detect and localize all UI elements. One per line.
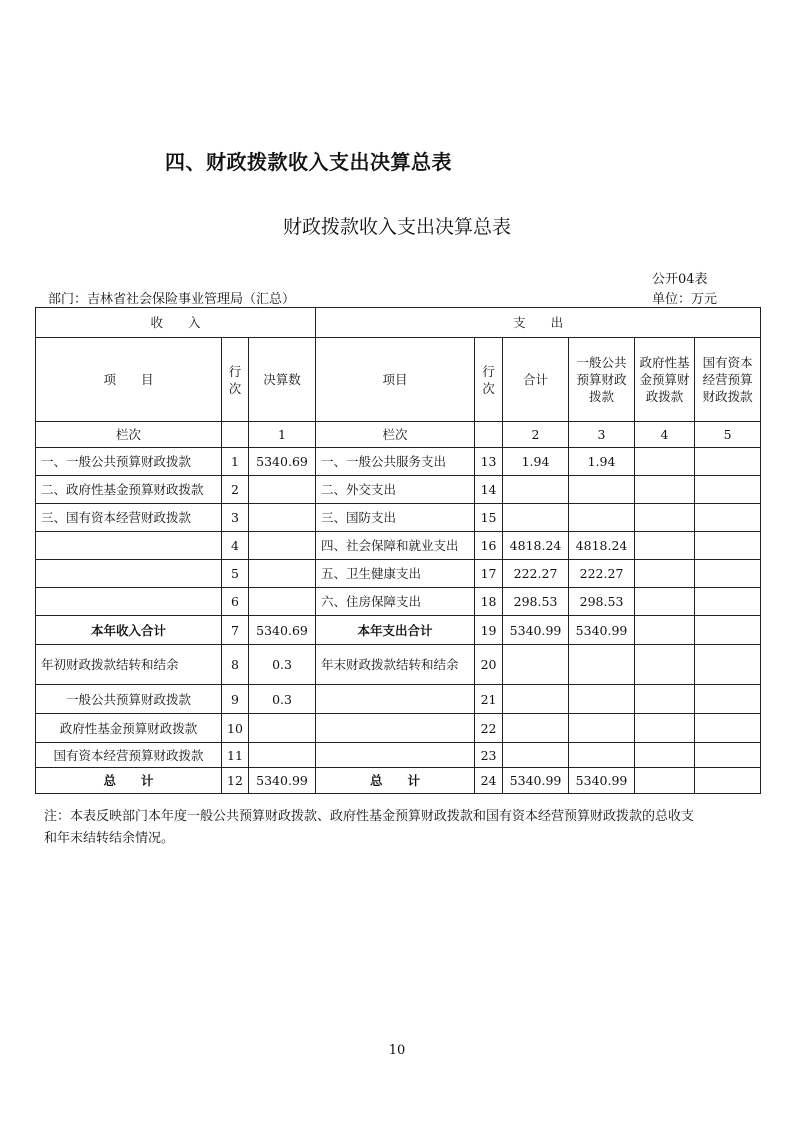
gov-fund-amount-cell xyxy=(635,743,695,768)
col-number: 5 xyxy=(695,422,761,448)
state-capital-amount-cell xyxy=(695,685,761,714)
gov-fund-amount-cell xyxy=(635,532,695,560)
income-item-cell: 政府性基金预算财政拨款 xyxy=(36,714,222,743)
expense-row-no-cell: 23 xyxy=(475,743,503,768)
table-row xyxy=(36,743,761,768)
table-row xyxy=(36,560,761,588)
expense-item-cell: 年末财政拨款结转和结余 xyxy=(316,645,475,685)
expense-total-cell: 5340.99 xyxy=(503,768,569,794)
table-row xyxy=(36,685,761,714)
expense-total-cell xyxy=(503,685,569,714)
col-blank xyxy=(222,422,249,448)
income-item-cell: 三、国有资本经营财政拨款 xyxy=(36,504,222,532)
col-number: 2 xyxy=(503,422,569,448)
expense-total-cell xyxy=(503,645,569,685)
gov-fund-amount-cell xyxy=(635,645,695,685)
unit-label: 单位：万元 xyxy=(652,292,718,307)
table-note: 注：本表反映部门本年度一般公共预算财政拨款、政府性基金预算财政拨款和国有资本经营预算财政拨款的总收支和年末结转结余情况。 xyxy=(44,809,695,846)
income-amount-cell xyxy=(249,588,316,616)
income-amount-cell: 5340.69 xyxy=(249,448,316,476)
expense-total-cell xyxy=(503,743,569,768)
col-label: 栏次 xyxy=(36,422,222,448)
income-item-cell xyxy=(36,532,222,560)
income-item-cell: 二、政府性基金预算财政拨款 xyxy=(36,476,222,504)
expense-header: 支 出 xyxy=(316,308,761,338)
general-budget-amount-cell xyxy=(569,685,635,714)
general-budget-amount-cell: 4818.24 xyxy=(569,532,635,560)
expense-total-cell xyxy=(503,504,569,532)
page-number: 10 xyxy=(388,1043,406,1058)
expense-row-no-cell: 17 xyxy=(475,560,503,588)
expense-total-cell xyxy=(503,714,569,743)
expense-total-cell: 4818.24 xyxy=(503,532,569,560)
income-item-cell: 国有资本经营预算财政拨款 xyxy=(36,743,222,768)
income-row-no-cell: 7 xyxy=(222,616,249,645)
expense-row-no-cell: 13 xyxy=(475,448,503,476)
table-row xyxy=(36,504,761,532)
gov-fund-amount-cell xyxy=(635,504,695,532)
income-amount-cell xyxy=(249,476,316,504)
expense-row-no-cell: 15 xyxy=(475,504,503,532)
gov-fund-amount-cell xyxy=(635,560,695,588)
general-budget-amount-cell xyxy=(569,476,635,504)
state-capital-amount-cell xyxy=(695,714,761,743)
general-budget-amount-cell: 222.27 xyxy=(569,560,635,588)
income-item-header: 项 目 xyxy=(36,338,222,422)
income-item-cell: 本年收入合计 xyxy=(36,616,222,645)
income-item-cell: 一般公共预算财政拨款 xyxy=(36,685,222,714)
gov-fund-amount-cell xyxy=(635,768,695,794)
total-header: 合计 xyxy=(503,338,569,422)
income-row-no-cell: 4 xyxy=(222,532,249,560)
expense-row-no-cell: 20 xyxy=(475,645,503,685)
state-capital-amount-cell xyxy=(695,645,761,685)
gov-fund-amount-cell xyxy=(635,448,695,476)
gov-fund-amount-cell xyxy=(635,616,695,645)
expense-item-cell: 本年支出合计 xyxy=(316,616,475,645)
general-budget-amount-cell: 5340.99 xyxy=(569,768,635,794)
income-amount-cell xyxy=(249,560,316,588)
col-blank xyxy=(475,422,503,448)
table-row xyxy=(36,588,761,616)
expense-total-cell: 1.94 xyxy=(503,448,569,476)
expense-item-header: 项目 xyxy=(316,338,475,422)
expense-item-cell: 三、国防支出 xyxy=(316,504,475,532)
gov-fund-amount-cell xyxy=(635,714,695,743)
table-row xyxy=(36,768,761,794)
income-amount-cell xyxy=(249,743,316,768)
expense-row-no-cell: 21 xyxy=(475,685,503,714)
gov-fund-amount-cell xyxy=(635,476,695,504)
general-budget-amount-cell: 298.53 xyxy=(569,588,635,616)
gov-fund-header: 政府性基金预算财政拨款 xyxy=(635,338,695,422)
expense-item-cell xyxy=(316,685,475,714)
expense-item-cell: 四、社会保障和就业支出 xyxy=(316,532,475,560)
income-header: 收 入 xyxy=(36,308,316,338)
general-budget-amount-cell xyxy=(569,743,635,768)
table-row xyxy=(36,645,761,685)
state-capital-amount-cell xyxy=(695,504,761,532)
general-budget-amount-cell: 1.94 xyxy=(569,448,635,476)
gov-fund-amount-cell xyxy=(635,685,695,714)
state-capital-header: 国有资本经营预算财政拨款 xyxy=(695,338,761,422)
fiscal-summary-table xyxy=(35,307,761,794)
gov-fund-amount-cell xyxy=(635,588,695,616)
col-number: 1 xyxy=(249,422,316,448)
income-row-no-cell: 11 xyxy=(222,743,249,768)
expense-total-cell: 298.53 xyxy=(503,588,569,616)
table-title: 财政拨款收入支出决算总表 xyxy=(282,216,511,238)
general-budget-amount-cell xyxy=(569,504,635,532)
income-row-no-cell: 12 xyxy=(222,768,249,794)
income-row-no-cell: 8 xyxy=(222,645,249,685)
expense-row-no-cell: 18 xyxy=(475,588,503,616)
state-capital-amount-cell xyxy=(695,476,761,504)
col-label: 栏次 xyxy=(316,422,475,448)
income-amount-cell: 5340.69 xyxy=(249,616,316,645)
form-number: 公开04表 xyxy=(652,272,708,287)
income-row-no-cell: 6 xyxy=(222,588,249,616)
row-no-header: 行次 xyxy=(222,338,249,422)
expense-total-cell: 222.27 xyxy=(503,560,569,588)
income-item-cell xyxy=(36,560,222,588)
expense-row-no-cell: 22 xyxy=(475,714,503,743)
income-row-no-cell: 10 xyxy=(222,714,249,743)
general-budget-amount-cell: 5340.99 xyxy=(569,616,635,645)
general-budget-amount-cell xyxy=(569,714,635,743)
col-number: 4 xyxy=(635,422,695,448)
expense-item-cell: 六、住房保障支出 xyxy=(316,588,475,616)
table-row xyxy=(36,714,761,743)
income-row-no-cell: 2 xyxy=(222,476,249,504)
expense-row-no-cell: 14 xyxy=(475,476,503,504)
state-capital-amount-cell xyxy=(695,588,761,616)
income-amount-cell xyxy=(249,714,316,743)
general-budget-header: 一般公共预算财政拨款 xyxy=(569,338,635,422)
department-label: 部门：吉林省社会保险事业管理局（汇总） xyxy=(48,292,296,307)
state-capital-amount-cell xyxy=(695,448,761,476)
expense-total-cell: 5340.99 xyxy=(503,616,569,645)
expense-row-no-cell: 24 xyxy=(475,768,503,794)
income-item-cell: 年初财政拨款结转和结余 xyxy=(36,645,222,685)
expense-item-cell: 总 计 xyxy=(316,768,475,794)
state-capital-amount-cell xyxy=(695,560,761,588)
col-number: 3 xyxy=(569,422,635,448)
expense-item-cell: 五、卫生健康支出 xyxy=(316,560,475,588)
table-row xyxy=(36,476,761,504)
expense-total-cell xyxy=(503,476,569,504)
expense-item-cell xyxy=(316,743,475,768)
state-capital-amount-cell xyxy=(695,768,761,794)
row-no-header: 行次 xyxy=(475,338,503,422)
income-amount-cell: 0.3 xyxy=(249,645,316,685)
expense-item-cell xyxy=(316,714,475,743)
income-row-no-cell: 1 xyxy=(222,448,249,476)
income-row-no-cell: 9 xyxy=(222,685,249,714)
income-amount-cell: 5340.99 xyxy=(249,768,316,794)
expense-row-no-cell: 16 xyxy=(475,532,503,560)
income-item-cell xyxy=(36,588,222,616)
income-row-no-cell: 5 xyxy=(222,560,249,588)
general-budget-amount-cell xyxy=(569,645,635,685)
income-item-cell: 一、一般公共预算财政拨款 xyxy=(36,448,222,476)
table-row xyxy=(36,532,761,560)
final-amount-header: 决算数 xyxy=(249,338,316,422)
expense-row-no-cell: 19 xyxy=(475,616,503,645)
table-row xyxy=(36,616,761,645)
income-amount-cell xyxy=(249,504,316,532)
section-heading: 四、财政拨款收入支出决算总表 xyxy=(165,150,452,174)
income-row-no-cell: 3 xyxy=(222,504,249,532)
income-amount-cell xyxy=(249,532,316,560)
state-capital-amount-cell xyxy=(695,743,761,768)
income-item-cell: 总 计 xyxy=(36,768,222,794)
income-amount-cell: 0.3 xyxy=(249,685,316,714)
state-capital-amount-cell xyxy=(695,532,761,560)
state-capital-amount-cell xyxy=(695,616,761,645)
expense-item-cell: 二、外交支出 xyxy=(316,476,475,504)
expense-item-cell: 一、一般公共服务支出 xyxy=(316,448,475,476)
table-row xyxy=(36,448,761,476)
